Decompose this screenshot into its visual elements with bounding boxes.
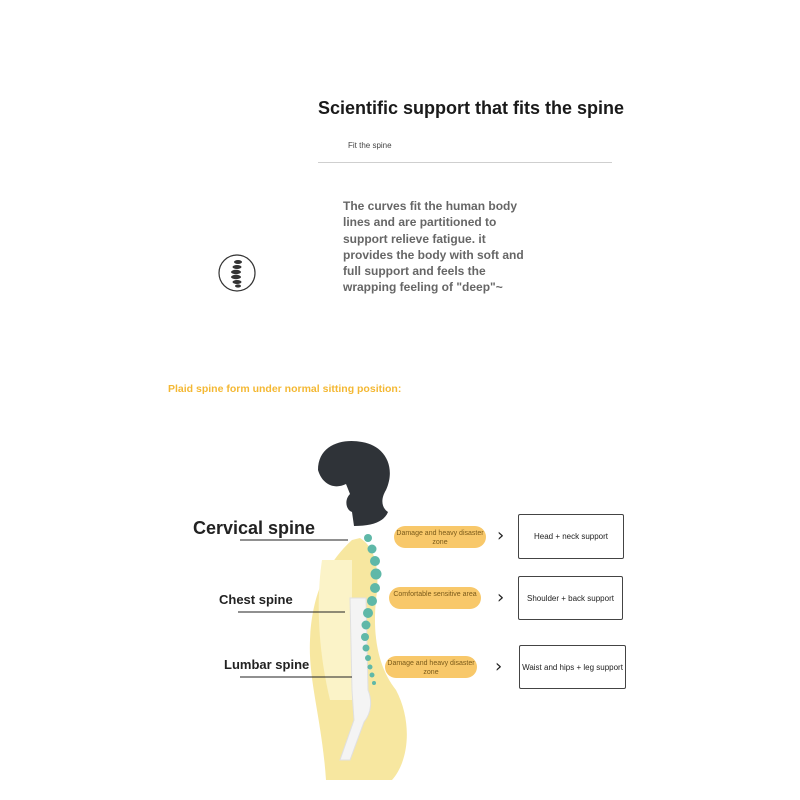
zone-badge-chest: Comfortable sensitive area [389,587,481,609]
head-shape [318,441,390,526]
support-box-waist-hips-leg: Waist and hips + leg support [519,645,626,689]
section-heading: Plaid spine form under normal sitting position: [168,383,402,395]
page-subtitle: Fit the spine [348,141,392,150]
header-divider [318,162,612,163]
label-chest-spine: Chest spine [219,592,293,607]
zone-badge-lumbar: Damage and heavy disaster zone [385,656,477,678]
support-box-shoulder-back: Shoulder + back support [518,576,623,620]
chevron-right-icon: › [497,525,505,546]
label-lumbar-spine: Lumbar spine [224,657,310,672]
feature-description: The curves fit the human body lines and are partitioned to support relieve fatigue. it provides the body with soft and full support and feels the wrapping feeling of "deep"~ [343,199,524,295]
zone-badge-cervical: Damage and heavy disaster zone [394,526,486,548]
support-box-head-neck: Head + neck support [518,514,624,559]
spine-icon [218,254,256,292]
chevron-right-icon: › [495,656,503,677]
chevron-right-icon: › [497,587,505,608]
label-cervical-spine: Cervical spine [193,518,316,538]
page-title: Scientific support that fits the spine [318,98,625,118]
